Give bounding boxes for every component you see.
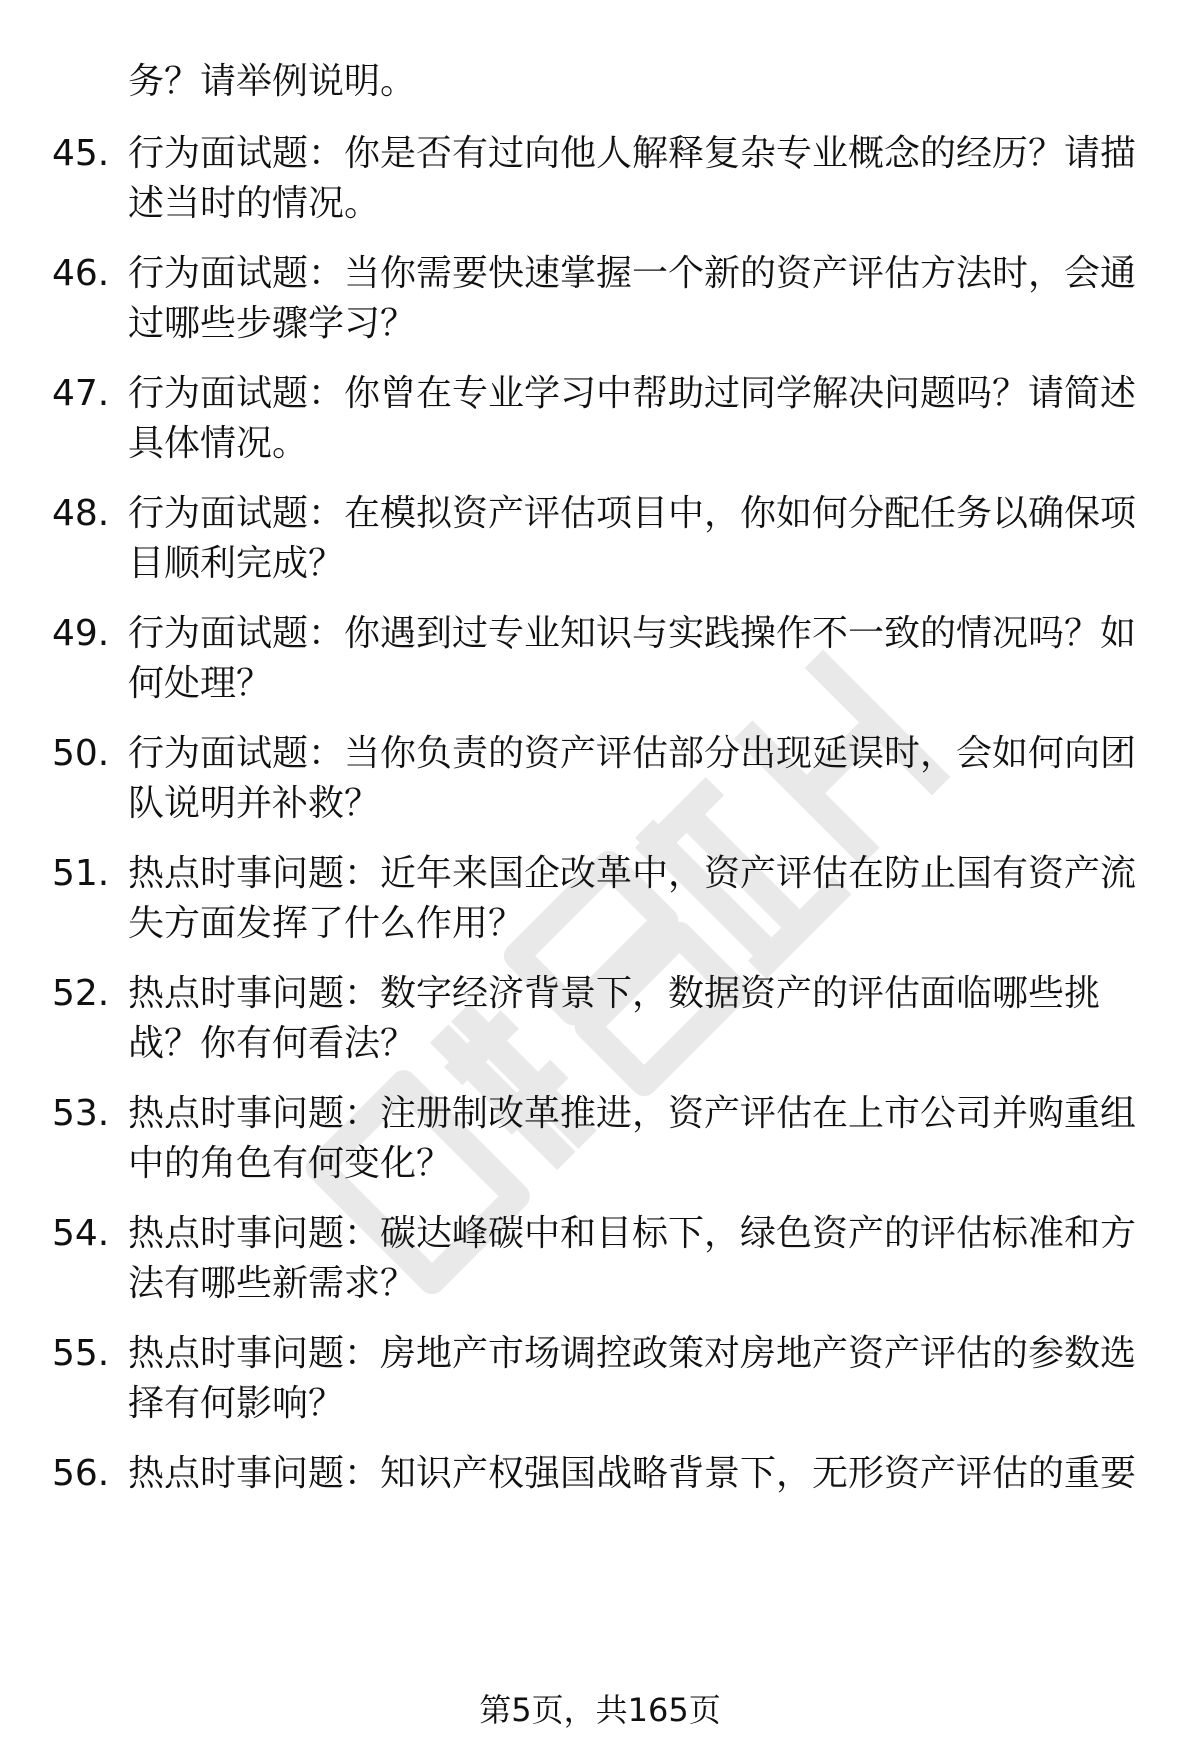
- question-number: 52.: [52, 973, 110, 1014]
- question-number: 49.: [52, 613, 110, 654]
- question-number: 56.: [52, 1453, 110, 1494]
- question-text-line: 目顺利完成？: [128, 543, 345, 584]
- question-number: 53.: [52, 1093, 110, 1134]
- question-text-line: 行为面试题：你曾在专业学习中帮助过同学解决问题吗？请简述: [128, 373, 1137, 414]
- question-text-line: 行为面试题：你遇到过专业知识与实践操作不一致的情况吗？如: [128, 613, 1137, 654]
- question-number: 55.: [52, 1333, 110, 1374]
- question-text-line: 行为面试题：你是否有过向他人解释复杂专业概念的经历？请描: [128, 133, 1137, 174]
- question-text-line: 战？你有何看法？: [128, 1023, 417, 1064]
- previous-question-continuation: 务？请举例说明。: [128, 61, 417, 102]
- question-text-line: 法有哪些新需求？: [128, 1263, 417, 1304]
- question-text-line: 热点时事问题：房地产市场调控政策对房地产资产评估的参数选: [128, 1333, 1137, 1374]
- question-text-line: 具体情况。: [128, 423, 309, 464]
- question-number: 45.: [52, 133, 110, 174]
- question-text-line: 热点时事问题：数字经济背景下，数据资产的评估面临哪些挑: [128, 973, 1101, 1014]
- question-number: 48.: [52, 493, 110, 534]
- question-number: 47.: [52, 373, 110, 414]
- question-text-line: 择有何影响？: [128, 1383, 345, 1424]
- question-number: 54.: [52, 1213, 110, 1254]
- question-text-line: 热点时事问题：近年来国企改革中，资产评估在防止国有资产流: [128, 853, 1137, 894]
- question-text-line: 行为面试题：当你负责的资产评估部分出现延误时，会如何向团: [128, 733, 1137, 774]
- question-text-line: 行为面试题：当你需要快速掌握一个新的资产评估方法时，会通: [128, 253, 1137, 294]
- question-text-line: 何处理？: [128, 663, 273, 704]
- question-text-line: 热点时事问题：知识产权强国战略背景下，无形资产评估的重要: [128, 1453, 1137, 1494]
- question-text-line: 热点时事问题：注册制改革推进，资产评估在上市公司并购重组: [128, 1093, 1137, 1134]
- question-text-line: 失方面发挥了什么作用？: [128, 903, 525, 944]
- question-number: 50.: [52, 733, 110, 774]
- question-number: 46.: [52, 253, 110, 294]
- question-text-line: 中的角色有何变化？: [128, 1143, 453, 1184]
- question-text-line: 述当时的情况。: [128, 183, 381, 224]
- question-text-line: 行为面试题：在模拟资产评估项目中，你如何分配任务以确保项: [128, 493, 1137, 534]
- question-text-line: 热点时事问题：碳达峰碳中和目标下，绿色资产的评估标准和方: [128, 1213, 1137, 1254]
- page-number-footer: 第5页，共165页: [479, 1691, 721, 1729]
- question-number: 51.: [52, 853, 110, 894]
- question-text-line: 队说明并补救？: [128, 783, 381, 824]
- question-text-line: 过哪些步骤学习？: [128, 303, 417, 344]
